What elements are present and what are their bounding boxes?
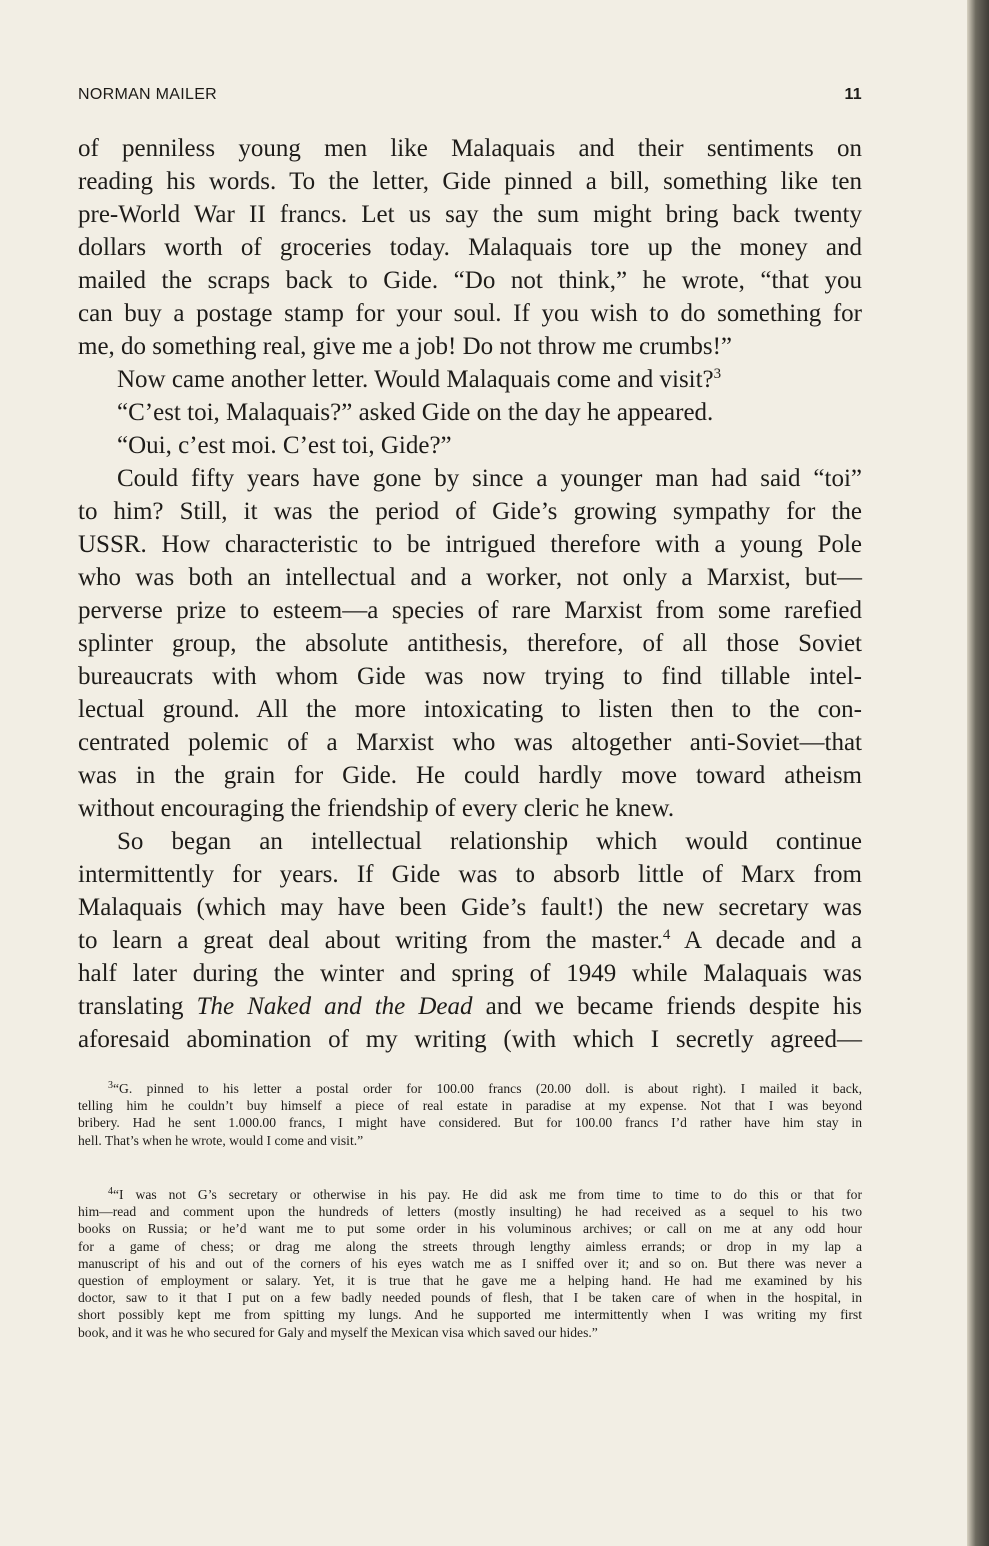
text-line [78,231,862,264]
footnote-marker: 4 [662,927,671,943]
text-line [78,990,862,1023]
text-line [78,165,862,198]
line-text: mailed the scraps back to Gide. “Do not think,” he wrote, “that you [78,267,862,294]
footnote-text: “I was not G’s secretary or otherwise in his pay. He did ask me from time to time to do this or that for [113,1187,862,1202]
line-text: of penniless young men like Malaquais and their sentiments on [78,135,862,162]
line-text: lectual ground. All the more intoxicating to listen then to the con- [78,696,862,723]
footnote-text: bribery. Had he sent 1.000.00 francs, I might have considered. But for 100.00 francs I’d rather have him stay in [78,1115,862,1131]
text-line [78,891,862,924]
text-line [78,264,862,297]
text-line [78,858,862,891]
footnote-line [78,1080,862,1097]
running-title: NORMAN MAILER [78,86,218,103]
footnote-line [78,1114,862,1131]
line-text: to him? Still, it was the period of Gide’s growing sympathy for the [78,498,862,525]
footnote-line [78,1289,862,1306]
body-text [78,132,862,1056]
footnote-4 [78,1186,862,1341]
footnote-text: “G. pinned to his letter a postal order for 100.00 francs (20.00 doll. is about right). I mailed it back, [113,1081,862,1096]
text-line [78,792,862,825]
text-line [78,627,862,660]
footnote-number: 3 [108,1080,113,1091]
text-line [78,429,862,462]
text-line [78,759,862,792]
text-line [78,297,862,330]
footnote-text: book, and it was he who secured for Galy and myself the Mexican visa which saved our hides.” [78,1324,598,1340]
text-line [78,1023,862,1056]
footnote-line [78,1203,862,1220]
line-text: A decade and a [670,927,863,954]
line-text: Could fifty years have gone by since a younger man had said “toi” [117,465,862,492]
text-line [78,462,862,495]
line-text: splinter group, the absolute antithesis, therefore, of all those Soviet [78,630,862,657]
page-number: 11 [844,86,862,103]
line-text: USSR. How characteristic to be intrigued therefore with a young Pole [78,531,862,558]
text-line [78,528,862,561]
footnote-3 [78,1080,862,1149]
line-text: intermittently for years. If Gide was to absorb little of Marx from [78,861,862,888]
footnote-marker: 3 [713,366,722,382]
text-line [78,363,862,396]
text-line [78,330,862,363]
line-text: half later during the winter and spring of 1949 while Malaquais was [78,960,862,987]
text-line [78,132,862,165]
line-text: “Oui, c’est moi. C’est toi, Gide?” [117,432,452,459]
line-text: centrated polemic of a Marxist who was altogether anti-Soviet—that [78,729,862,756]
running-header [78,86,862,106]
footnote-line [78,1132,862,1149]
line-text: bureaucrats with whom Gide was now trying to find tillable intel- [78,663,862,690]
footnote-text: doctor, saw to it that I put on a few badly needed pounds of flesh, that I be taken care of when in the hospital, in [78,1290,862,1306]
footnote-line [78,1097,862,1114]
line-text: “C’est toi, Malaquais?” asked Gide on the day he appeared. [117,399,714,426]
footnote-number: 4 [108,1186,113,1197]
line-text: reading his words. To the letter, Gide pinned a bill, something like ten [78,168,862,195]
footnote-line [78,1238,862,1255]
text-line [78,198,862,231]
line-text: aforesaid abomination of my writing (with which I secretly agreed— [78,1026,862,1053]
line-text: was in the grain for Gide. He could hardly move toward atheism [78,762,862,789]
footnote-text: for a game of chess; or drag me along the streets through lengthy aimless errands; or drop in my lap a [78,1238,862,1254]
line-text: can buy a postage stamp for your soul. If you wish to do something for [78,300,862,327]
line-text: without encouraging the friendship of every cleric he knew. [78,795,675,822]
text-line [78,396,862,429]
footnote-text: question of employment or salary. Yet, it is true that he gave me a helping hand. He had me examined by his [78,1272,862,1288]
footnote-line [78,1324,862,1341]
text-line [78,693,862,726]
line-text: Now came another letter. Would Malaquais come and visit? [117,366,714,393]
footnote-line [78,1220,862,1237]
text-line [78,660,862,693]
footnote-line [78,1255,862,1272]
text-line [78,825,862,858]
line-text: and we became friends despite his [472,993,862,1020]
text-line [78,726,862,759]
footnote-line [78,1306,862,1323]
footnote-text: short possibly kept me from spitting my lungs. And he supported me intermittently when I was writing my first [78,1307,862,1323]
line-text: perverse prize to esteem—a species of rare Marxist from some rarefied [78,597,862,624]
text-line [78,594,862,627]
footnote-text: manuscript of his and out of the corners of his eyes watch me as I sniffed over it; and so on. But there was never a [78,1255,862,1271]
line-text: me, do something real, give me a job! Do not throw me crumbs!” [78,333,733,360]
line-text: who was both an intellectual and a worker, not only a Marxist, but— [78,564,862,591]
book-title: The Naked and the Dead [196,993,473,1020]
footnote-text: him—read and comment upon the hundreds of letters (mostly insulting) he had received as a sequel to his two [78,1204,862,1220]
footnote-text: telling him he couldn’t buy himself a piece of real estate in paradise at my expense. Not that I was beyond [78,1098,862,1114]
line-text: pre-World War II francs. Let us say the sum might bring back twenty [78,201,862,228]
book-spine-shadow [967,0,989,1546]
footnote-line [78,1186,862,1203]
footnote-line [78,1272,862,1289]
text-line [78,924,862,957]
text-line [78,957,862,990]
footnote-text: books on Russia; or he’d want me to put some order in his voluminous archives; or call on me at any odd hour [78,1221,862,1237]
line-text: So began an intellectual relationship which would continue [117,828,862,855]
footnote-text: hell. That’s when he wrote, would I come and visit.” [78,1132,364,1148]
line-text: translating [78,993,197,1020]
text-line [78,495,862,528]
line-text: to learn a great deal about writing from the master. [78,927,663,954]
line-text: dollars worth of groceries today. Malaquais tore up the money and [78,234,862,261]
line-text: Malaquais (which may have been Gide’s fault!) the new secretary was [78,894,862,921]
text-line [78,561,862,594]
